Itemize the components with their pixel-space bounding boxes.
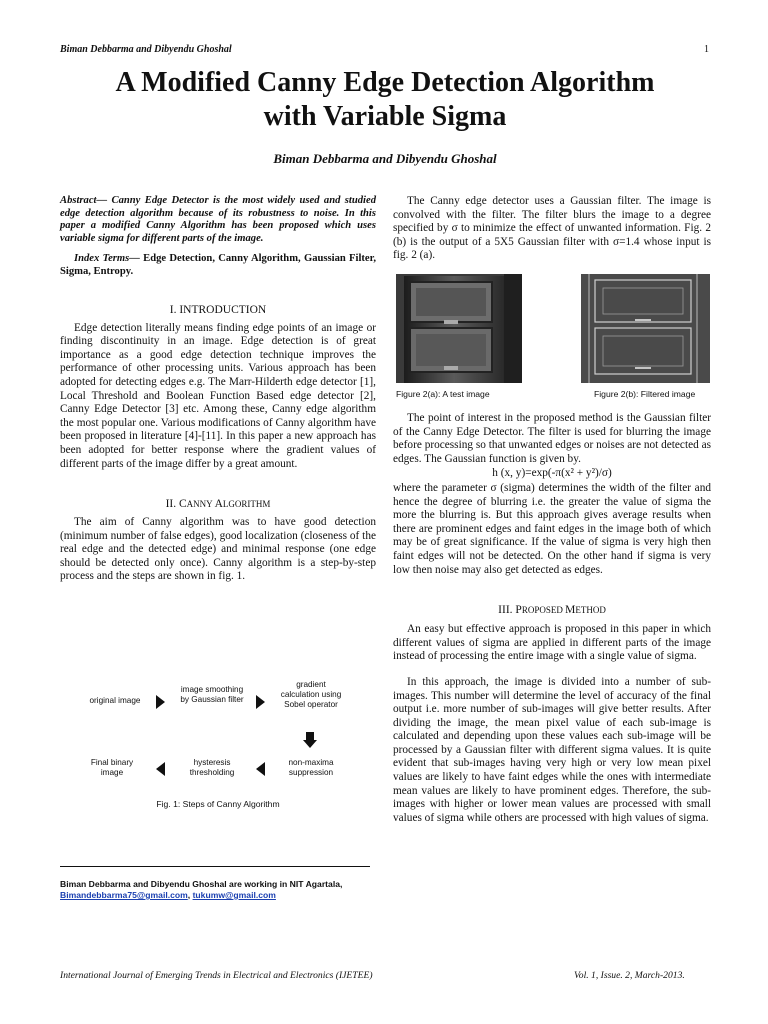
section-3-heading-smallcaps-2: ETHOD [575,605,606,616]
footnote-text: Biman Debbarma and Dibyendu Ghoshal are working in NIT Agartala, [60,879,343,889]
figure-2b-caption: Figure 2(b): Filtered image [594,389,696,399]
arrow-right-icon [156,695,165,709]
figure-1-flowchart [60,680,376,820]
figure-2a-test-image [396,274,522,383]
index-terms [60,253,376,278]
right-column [393,195,711,263]
section-1-heading: I. INTRODUCTION [169,303,267,316]
paper-authors: Biman Debbarma and Dibyendu Ghoshal [273,151,497,166]
sigma-paragraph: where the parameter σ (sigma) determines the width of the filter and hence the degree of blurring i.e. the greater the value of sigma the more the blurring is. But this approach gives average results when there are prominent edges and faint edges in the image both of which may be of great significance. If the value of sigma is very high then faint edges will not be detected. On the other hand if sigma is very low then noise may also get detected as edges. [393,481,711,576]
footer-journal: International Journal of Emerging Trends in Electrical and Electronics (IJETEE) [60,970,373,981]
email-separator: , [187,890,193,900]
gaussian-paragraph: The point of interest in the proposed method is the Gaussian filter of the Canny Edge Detector. The filter is used for blurring the image before processing so that unwanted edges or noises are not detected as edges. The Gaussian function is given by. [393,412,711,465]
footer-volume: Vol. 1, Issue. 2, March-2013. [574,970,685,981]
right-column-lower [393,412,711,825]
section-3-heading [393,603,711,617]
section-2-heading-smallcaps: ANNY [186,499,215,510]
abstract [60,195,376,245]
footnote [60,879,380,901]
section-3-heading-smallcaps: ROPOSED [521,605,566,616]
step-original-image: original image [89,696,141,705]
abstract-text: Canny Edge Detector is the most widely used and studied edge detection algorithm because of its robustness to noise. In this paper a modified Canny Algorithm has been proposed which uses variable sigma for different parts of the image. [60,195,376,244]
section-3-paragraph-2: In this approach, the image is divided into a number of sub-images. This number will determine the level of accuracy of the final output i.e. more number of sub-images will give better results. After dividing the image, the mean pixel value of each sub-image is calculated and depending upon these values each sub-image will be processed by a Gaussian filter with different sigma values. It is quite evident that sub-images having very high or very low mean pixel values are likely to have faint edges while the ones with intermediate mean values are likely to have prominent edges. Therefore, the sub-images with higher or lower mean values are processed with small values of sigma while others are processed with high values of sigma. [393,675,711,824]
filtered-cabinet-icon [581,274,710,383]
section-3-heading-initial: P [515,604,522,617]
section-2-heading-initial: C [179,498,187,511]
section-1-body: Edge detection literally means finding edge points of an image or finding discontinuity in an image. Edge detection is of great importance as a good edge detection technique improves the performance of other processing units. Various approach has been adopted for detecting edges e.g. The Marr-Hilderth edge detector [1], Local Threshold and Boolean Function Based edge detector [2], Canny Edge Detector [3] etc. Among these, Canny edge algorithm the most popular one. Various modifications of Canny algorithm have been proposed in literature [4]-[11]. In this paper a new approach has been adopted for better response where the gradient values of different parts of the image differ by a great amount. [60,321,376,470]
right-intro-paragraph: The Canny edge detector uses a Gaussian filter. The image is convolved with the filter. The filter blurs the image to a degree specified by σ to minimize the effect of unwanted information. Fig. 2 (b) is the output of a 5X5 Gaussian filter with σ=1.4 whose input is fig. 2 (a). [393,195,711,262]
section-3-paragraph-1: An easy but effective approach is proposed in this paper in which different values of sigma are applied in different parts of the image instead of processing the entire image with a single value of sigma. [393,623,711,663]
section-2-number: II. [165,498,179,511]
figure-1-caption: Fig. 1: Steps of Canny Algorithm [156,799,280,809]
title-line-1: A Modified Canny Edge Detection Algorithm [115,67,655,98]
footnote-divider [60,866,370,867]
left-column [60,195,376,584]
page-number: 1 [704,44,709,55]
section-2-heading-initial-2: A [214,498,223,511]
index-terms-label: Index Terms— [74,253,140,265]
email-link-2[interactable]: tukumw@gmail.com [192,890,276,900]
section-2-heading [60,497,376,511]
figure-2b-filtered-image [581,274,710,383]
arrow-left-icon [156,762,165,776]
section-2-heading-smallcaps-2: LGORITHM [222,499,271,510]
figure-2a-caption: Figure 2(a): A test image [396,389,490,399]
step-final-binary-image: Final binary image [90,758,134,777]
step-image-smoothing: image smoothing by Gaussian filter [180,685,244,704]
section-3-number: III. [498,604,516,617]
paper-title [40,66,730,134]
step-hysteresis-thresholding: hysteresis thresholding [189,758,235,777]
gaussian-equation: h (x, y)=exp(-π(x² + y²)/σ) [492,467,612,480]
index-terms-text: Edge Detection, Canny Algorithm, Gaussian Filter, Sigma, Entropy. [60,253,376,277]
title-line-2: with Variable Sigma [263,101,507,132]
step-non-maxima-suppression: non-maxima suppression [288,758,334,777]
running-header-authors: Biman Debbarma and Dibyendu Ghoshal [60,44,232,55]
arrow-down-head-icon [303,740,317,748]
step-gradient-calculation: gradient calculation using Sobel operator [280,680,342,709]
email-link-1[interactable]: Bimandebbarma75@gmail.com [60,890,188,900]
section-2-body: The aim of Canny algorithm was to have good detection (minimum number of false edges), good localization (closeness of the real edge and the detected edge) and minimal response (one edge should be detected only once). Canny algorithm is a step-by-step process and the steps are shown in fig. 1. [60,516,376,583]
section-3-heading-initial-2: M [565,604,576,617]
cabinet-photo-icon [396,274,522,383]
arrow-down-icon [306,732,314,740]
abstract-label: Abstract— [60,195,108,206]
arrow-left-icon [256,762,265,776]
arrow-right-icon [256,695,265,709]
